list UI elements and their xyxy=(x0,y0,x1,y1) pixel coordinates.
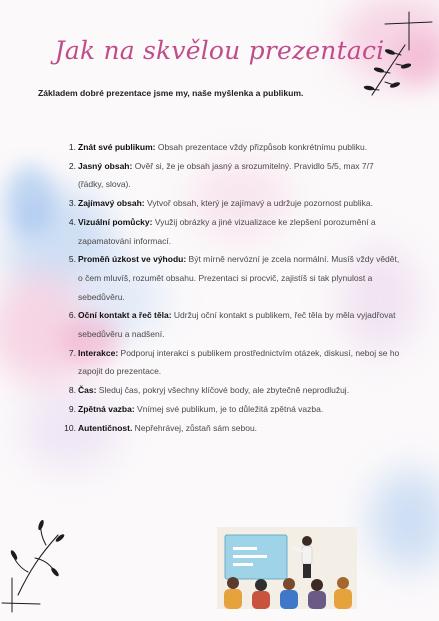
item-number: 2. xyxy=(68,160,76,171)
item-text: Vytvoř obsah, který je zajímavý a udržuje pozornost publika. xyxy=(144,198,373,209)
list-item xyxy=(60,400,400,419)
item-text: Nepřehrávej, zůstaň sám sebou. xyxy=(132,422,258,433)
list-item xyxy=(60,213,400,250)
item-number: 1. xyxy=(68,142,76,152)
item-term: Interakce: xyxy=(78,347,119,358)
tips-list xyxy=(60,138,400,437)
branch-leaves-bottom xyxy=(10,520,65,577)
item-text: Podporuj interakci s publikem prostřednictvím otázek, diskusí, neboj se ho zapojit do prezentace. xyxy=(78,347,400,377)
item-text: Vnímej své publikum, je to důležitá zpětná vazba. xyxy=(134,403,324,414)
item-text: Ověř si, že je obsah jasný a srozumitelný. Pravidlo 5/5, max 7/7 (řádky, slova). xyxy=(78,160,374,190)
item-number: 7. xyxy=(68,347,76,358)
list-item xyxy=(60,138,400,157)
item-number: 8. xyxy=(68,385,76,396)
item-term: Proměň úzkost ve výhodu: xyxy=(78,254,187,265)
list-item xyxy=(60,306,400,343)
screen-line xyxy=(233,555,267,558)
item-term: Čas: xyxy=(78,385,97,396)
item-text: Sleduj čas, pokryj všechny klíčové body, ale zbytečně neprodlužuj. xyxy=(96,385,350,396)
list-item xyxy=(60,250,400,306)
item-term: Znát své publikum: xyxy=(78,142,156,152)
list-item xyxy=(60,194,400,213)
presentation-illustration xyxy=(217,527,357,609)
item-text: Být mírně nervózní je zcela normální. Musíš vždy vědět, o čem mluvíš, rozumět obsahu. Prezentaci si procvič, zajistíš si tak plynulost a sebedůvěru. xyxy=(78,254,400,302)
item-number: 5. xyxy=(68,254,76,265)
item-number: 4. xyxy=(68,216,76,227)
list-item xyxy=(60,157,400,194)
screen-line xyxy=(233,563,253,566)
item-term: Vizuální pomůcky: xyxy=(78,216,153,227)
list-item xyxy=(60,344,400,381)
list-item xyxy=(60,419,400,438)
page-subtitle: Základem dobré prezentace jsme my, naše myšlenka a publikum. xyxy=(38,88,304,98)
item-number: 10. xyxy=(64,422,76,433)
branch-bottom-left xyxy=(2,522,58,612)
page-title: Jak na skvělou prezentaci xyxy=(54,36,385,65)
item-number: 6. xyxy=(68,310,76,321)
item-term: Oční kontakt a řeč těla: xyxy=(78,310,172,321)
item-term: Zajímavý obsah: xyxy=(78,198,145,209)
screen-line xyxy=(233,547,257,550)
item-term: Jasný obsah: xyxy=(78,160,133,171)
item-text: Využij obrázky a jiné vizualizace ke zlepšení porozumění a zapamatování informací. xyxy=(78,216,376,246)
item-number: 3. xyxy=(68,198,76,209)
list-item xyxy=(60,381,400,400)
item-number: 9. xyxy=(68,403,76,414)
item-text: Udržuj oční kontakt s publikem, řeč těla by měla vyjadřovat sebedůvěru a nadšení. xyxy=(78,310,396,340)
item-term: Autentičnost. xyxy=(78,422,133,433)
item-term: Zpětná vazba: xyxy=(78,403,135,414)
item-text: Obsah prezentace vždy přizpůsob konkrétnímu publiku. xyxy=(155,142,368,152)
